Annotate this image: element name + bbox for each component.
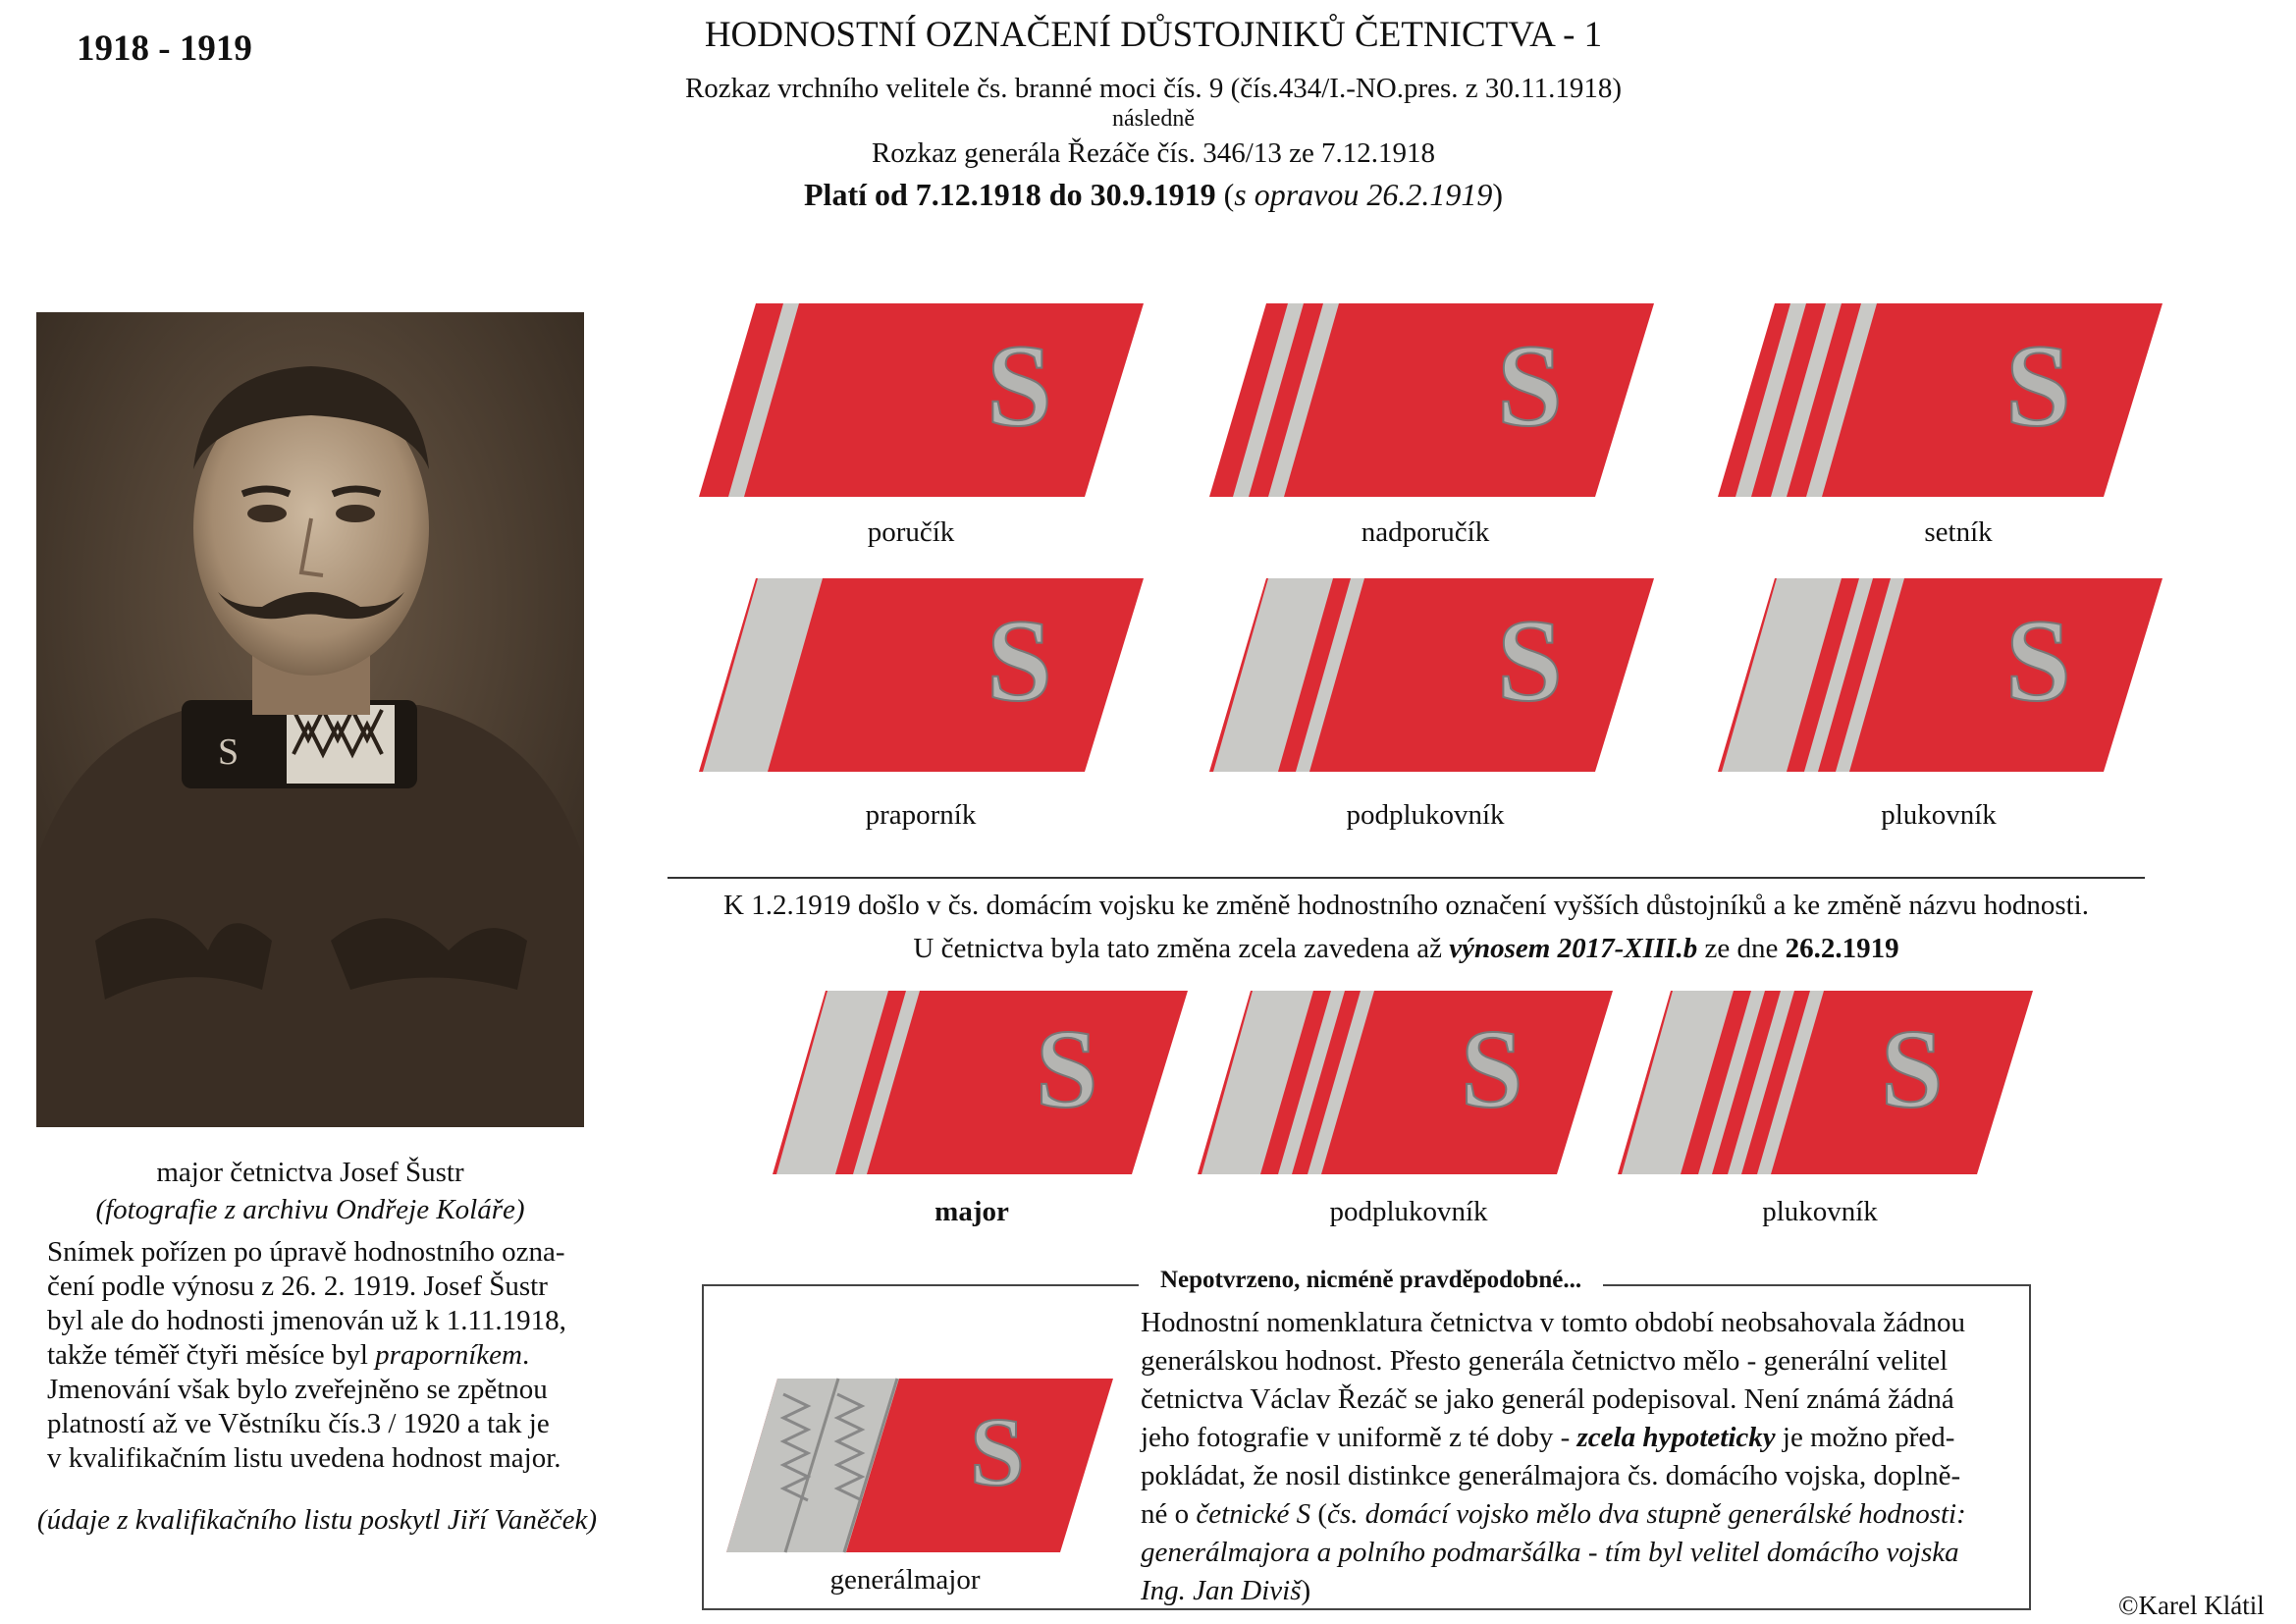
badge-letter: S: [987, 595, 1052, 726]
photo-credit: (údaje z kvalifikačního listu poskytl Jiří Vaněček): [36, 1504, 598, 1536]
rank-label: podplukovník: [1329, 1196, 1488, 1227]
period-heading: 1918 - 1919: [77, 28, 252, 69]
rank-label: major: [934, 1196, 1009, 1227]
badge-letter: S: [1461, 1006, 1523, 1131]
badge-letter: S: [1881, 1006, 1944, 1131]
rank-label: plukovník: [1881, 799, 1997, 831]
page-title: HODNOSTNÍ OZNAČENÍ DŮSTOJNIKŮ ČETNICTVA - 1: [704, 15, 1603, 55]
validity-line: [589, 177, 1718, 213]
rank-label: poručík: [867, 516, 955, 548]
hypothesis-title: Nepotvrzeno, nicméně pravděpodobné...: [1139, 1267, 1603, 1294]
photo-text-line: Jmenování však bylo zveřejněno se zpětnou: [47, 1374, 548, 1405]
photo-text-italic: praporníkem: [375, 1339, 522, 1371]
badge-porucik: [697, 299, 1148, 501]
photo-text-line: platností až ve Věstníku čís.3 / 1920 a tak je: [47, 1408, 550, 1439]
rank-label: generálmajor: [829, 1564, 981, 1596]
photo-caption: major četnictva Josef Šustr: [156, 1157, 464, 1188]
photo-text-line: čení podle výnosu z 26. 2. 1919. Josef Šustr: [47, 1271, 548, 1302]
validity-correction: s opravou 26.2.1919: [1234, 177, 1493, 212]
photo-text-line: v kvalifikačním listu uvedena hodnost major.: [47, 1442, 561, 1474]
badge-nadporucik: [1207, 299, 1659, 501]
decree-date: 26.2.1919: [1785, 933, 1899, 964]
badge-letter: S: [1036, 1006, 1098, 1131]
badge-podplukovnik: [1207, 574, 1659, 776]
change-decree: U četnictva byla tato změna zcela zavedena až výnosem 2017-XIII.b ze dne 26.2.1919: [913, 933, 1899, 964]
order-line-1: Rozkaz vrchního velitele čs. branné moci čís. 9 (čís.434/I.-NO.pres. z 30.11.1918): [684, 73, 1623, 104]
rank-label: podplukovník: [1346, 799, 1505, 831]
badge-podplukovnik-new: [1196, 987, 1618, 1178]
badge-letter: S: [970, 1397, 1025, 1506]
order-line-2: Rozkaz generála Řezáče čís. 346/13 ze 7.12.1918: [871, 137, 1436, 169]
badge-letter: S: [1497, 320, 1563, 451]
badge-setnik: [1716, 299, 2167, 501]
photo-text: [47, 1235, 616, 1476]
badge-letter: S: [2005, 320, 2071, 451]
validity-close: ): [1492, 177, 1503, 212]
badge-generalmajor: [724, 1375, 1117, 1556]
decree-number: výnosem 2017-XIII.b: [1449, 933, 1698, 964]
change-notice: K 1.2.1919 došlo v čs. domácím vojsku ke změně hodnostního označení vyšších důstojníků a ke změně názvu hodnosti.: [723, 890, 2089, 921]
portrait-photo: [36, 312, 584, 1127]
copyright: ©Karel Klátil: [2118, 1591, 2265, 1620]
badge-letter: S: [2005, 595, 2071, 726]
badge-letter: S: [1497, 595, 1563, 726]
badge-plukovnik-new: [1616, 987, 2038, 1178]
badge-plukovnik: [1716, 574, 2167, 776]
rank-label: praporník: [865, 799, 977, 831]
rank-label: plukovník: [1762, 1196, 1878, 1227]
validity-dates: Platí od 7.12.1918 do 30.9.1919: [804, 177, 1216, 212]
photo-source: (fotografie z archivu Ondřeje Koláře): [95, 1194, 525, 1225]
rank-label: setník: [1924, 516, 1993, 548]
hypothesis-text: Hodnostní nomenklatura četnictva v tomto období neobsahovala žádnou generálskou hodnost. Přesto generála četnictvo mělo - generální velitel četnictva Václav Řezáč se jako generál podepisoval. Není známá žádná jeho fotografie v uniformě z té doby - zcela hypoteticky je možno před- pokládat, že nosil distinkce generálmajora čs. domácího vojska, doplně- né o četnické S (čs. domácí vojsko mělo dva stupně generálské hodnosti: generálmajora a polního podmaršálka - tím byl velitel domácího vojska Ing. Jan Diviš): [1141, 1307, 1966, 1606]
photo-text-line: takže téměř čtyři měsíce byl praporníkem.: [47, 1339, 530, 1371]
collar-letter: S: [218, 731, 240, 773]
badge-praporik: [697, 574, 1148, 776]
photo-text-line: Snímek pořízen po úpravě hodnostního ozna-: [47, 1236, 565, 1268]
badge-major: [771, 987, 1193, 1178]
divider: [667, 877, 2145, 879]
hypothesis-emphasis: zcela hypoteticky: [1576, 1422, 1776, 1453]
rank-label: nadporučík: [1361, 516, 1490, 548]
badge-letter: S: [987, 320, 1052, 451]
order-connector: následně: [1112, 106, 1195, 132]
validity-open: (: [1215, 177, 1235, 212]
photo-text-line: byl ale do hodnosti jmenován už k 1.11.1918,: [47, 1305, 566, 1336]
